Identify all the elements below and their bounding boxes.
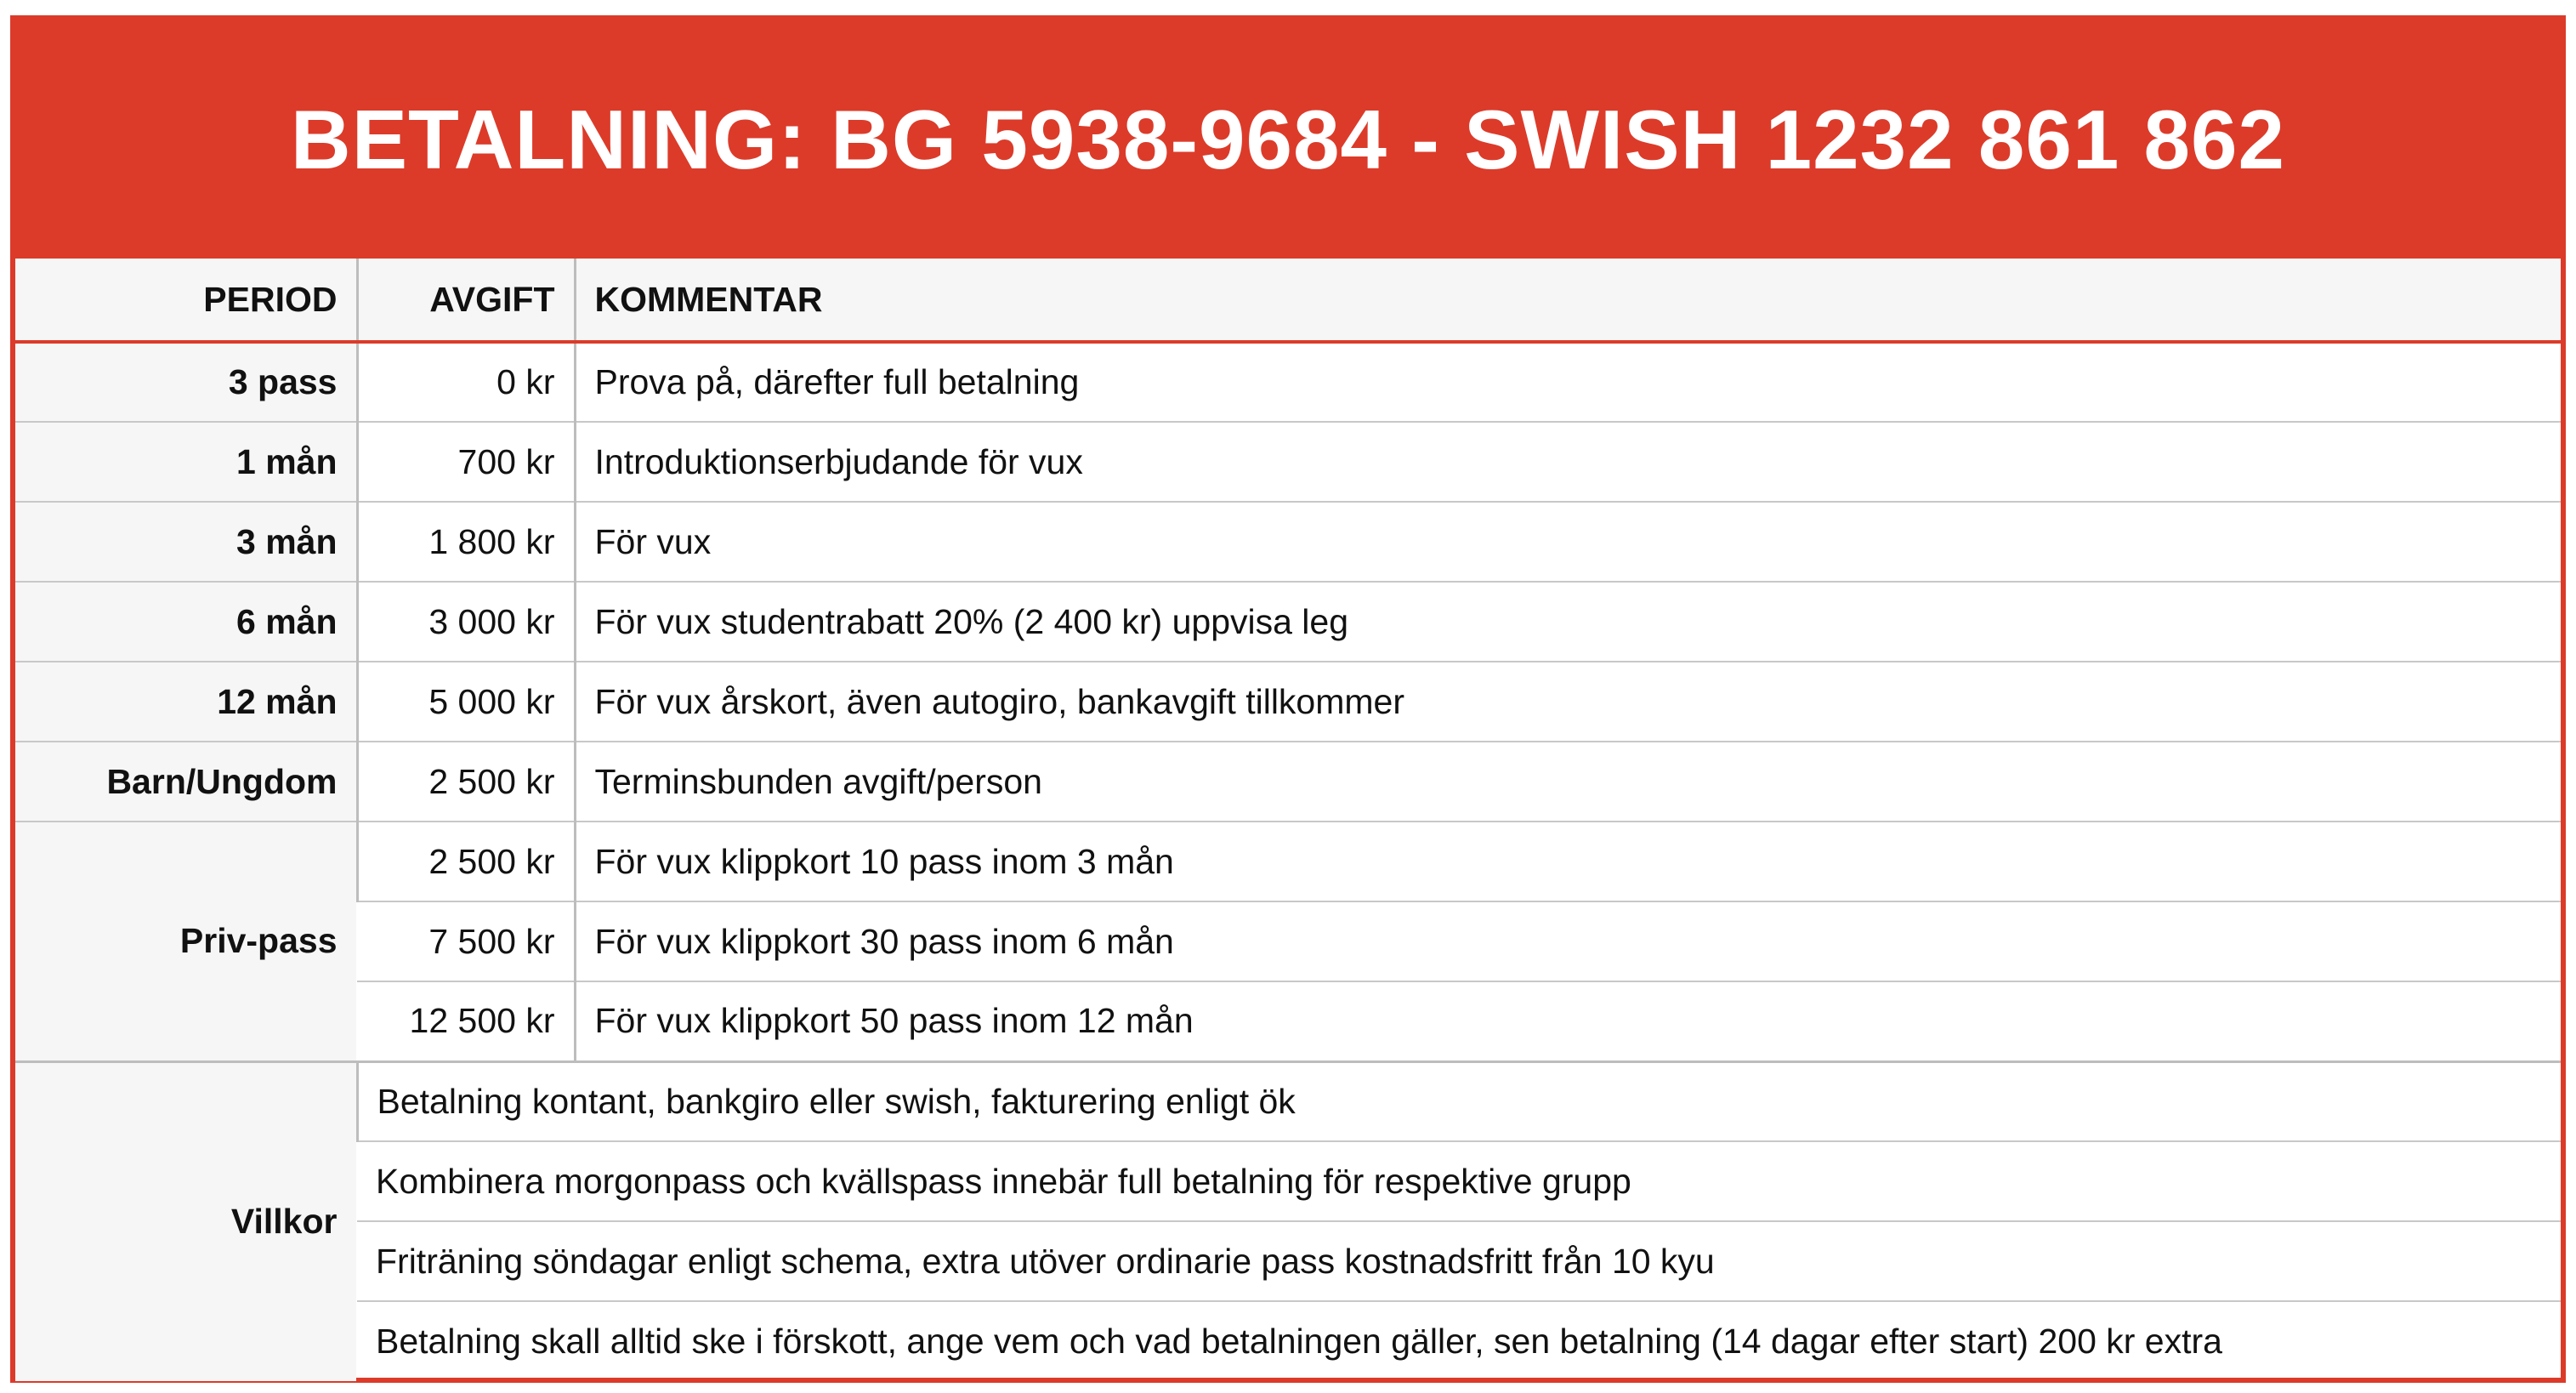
comment-cell: Introduktionserbjudande för vux	[575, 422, 2561, 502]
comment-cell: Terminsbunden avgift/person	[575, 742, 2561, 822]
comment-cell: För vux	[575, 502, 2561, 582]
table-row	[15, 822, 2561, 901]
table-header-row	[15, 259, 2561, 342]
comment-cell: Prova på, därefter full betalning	[575, 342, 2561, 422]
condition-cell: Betalning kontant, bankgiro eller swish, fakturering enligt ök	[357, 1061, 2561, 1141]
table-row	[15, 1221, 2561, 1301]
comment-cell: För vux klippkort 10 pass inom 3 mån	[575, 822, 2561, 901]
fee-cell: 0 kr	[357, 342, 575, 422]
table-row	[15, 981, 2561, 1061]
table-row	[15, 1061, 2561, 1141]
period-cell-priv-pass: Priv-pass	[15, 822, 357, 1061]
period-cell: Barn/Ungdom	[15, 742, 357, 822]
fee-cell: 7 500 kr	[357, 901, 575, 981]
fee-cell: 12 500 kr	[357, 981, 575, 1061]
fee-cell: 5 000 kr	[357, 662, 575, 742]
table-row	[15, 742, 2561, 822]
period-cell: 3 pass	[15, 342, 357, 422]
comment-cell: För vux klippkort 50 pass inom 12 mån	[575, 981, 2561, 1061]
table-row	[15, 582, 2561, 662]
header-period: PERIOD	[15, 259, 357, 342]
fee-cell: 1 800 kr	[357, 502, 575, 582]
price-table	[15, 259, 2561, 1381]
period-cell: 6 mån	[15, 582, 357, 662]
condition-cell: Betalning skall alltid ske i förskott, ange vem och vad betalningen gäller, sen betalning (14 dagar efter start) 200 kr extra	[357, 1301, 2561, 1381]
condition-cell: Kombinera morgonpass och kvällspass innebär full betalning för respektive grupp	[357, 1141, 2561, 1221]
period-cell: 3 mån	[15, 502, 357, 582]
fee-cell: 700 kr	[357, 422, 575, 502]
header-comment: KOMMENTAR	[575, 259, 2561, 342]
comment-cell: För vux studentrabatt 20% (2 400 kr) uppvisa leg	[575, 582, 2561, 662]
fee-cell: 3 000 kr	[357, 582, 575, 662]
table-row	[15, 1301, 2561, 1381]
period-cell: 12 mån	[15, 662, 357, 742]
period-cell: 1 mån	[15, 422, 357, 502]
price-sheet	[10, 15, 2566, 1383]
period-cell-villkor: Villkor	[15, 1061, 357, 1381]
header-fee: AVGIFT	[357, 259, 575, 342]
table-row	[15, 901, 2561, 981]
condition-cell: Friträning söndagar enligt schema, extra utöver ordinarie pass kostnadsfritt från 10 kyu	[357, 1221, 2561, 1301]
table-row	[15, 422, 2561, 502]
table-row	[15, 662, 2561, 742]
fee-cell: 2 500 kr	[357, 742, 575, 822]
payment-banner: BETALNING: BG 5938-9684 - SWISH 1232 861 862	[15, 20, 2561, 259]
table-row	[15, 502, 2561, 582]
table-row	[15, 1141, 2561, 1221]
comment-cell: För vux årskort, även autogiro, bankavgift tillkommer	[575, 662, 2561, 742]
comment-cell: För vux klippkort 30 pass inom 6 mån	[575, 901, 2561, 981]
fee-cell: 2 500 kr	[357, 822, 575, 901]
table-row	[15, 342, 2561, 422]
